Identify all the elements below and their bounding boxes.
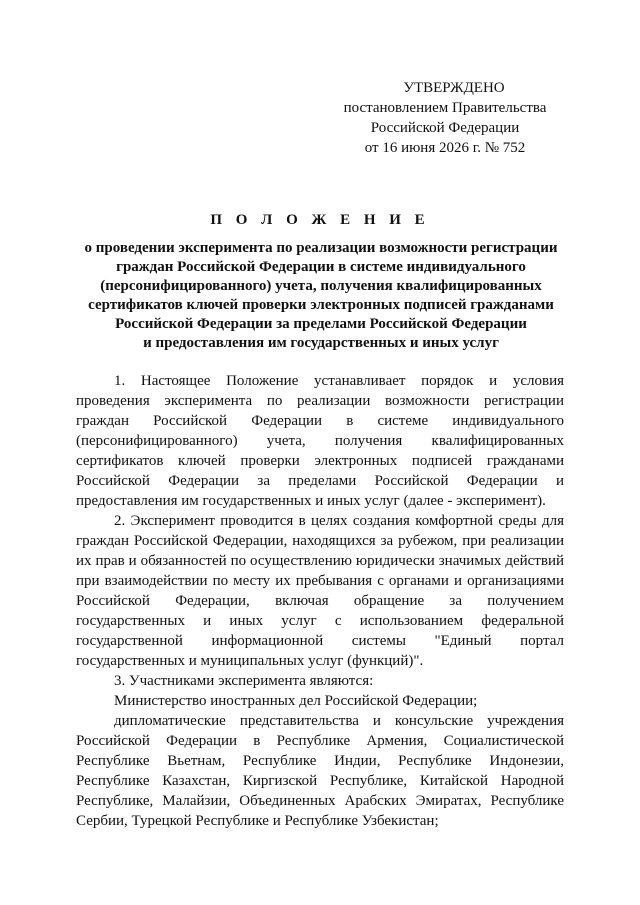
subtitle-line: (персонифицированного) учета, получения квалифицированных [100,278,542,294]
approval-heading: УТВЕРЖДЕНО [403,80,505,96]
subtitle-line: сертификатов ключей проверки электронных подписей гражданами [88,297,554,313]
document-subtitle [78,239,564,353]
subtitle-line: граждан Российской Федерации в системе индивидуального [116,259,526,275]
subtitle-line: и предоставления им государственных и иных услуг [143,335,499,351]
paragraph-4: Министерство иностранных дел Российской Федерации; [114,693,478,709]
document-title: П О Л О Ж Е Н И Е [210,212,430,228]
paragraph-2: 2. Эксперимент проводится в целях создания комфортной среды для граждан Российской Федерации, находящихся за рубежом, при реализации их прав и обязанностей по осуществлению юридически значимых действий при взаимодействии по месту их пребывания с органами и организациями Российской Федерации, включая обращение за получением государственных и иных услуг с использованием федеральной государственной информационной системы "Единый портал государственных и муниципальных услуг (функций)". [76,513,564,669]
paragraph-1: 1. Настоящее Положение устанавливает порядок и условия проведения эксперимента по реализации возможности регистрации граждан Российской Федерации в системе индивидуального (персонифицированного) учета, получения квалифицированных сертификатов ключей проверки электронных подписей гражданами Российской Федерации за пределами Российской Федерации и предоставления им государственных и иных услуг (далее - эксперимент). [76,373,564,509]
subtitle-line: о проведении эксперимента по реализации возможности регистрации [84,240,558,256]
approval-line-3: от 16 июня 2026 г. № 752 [364,140,526,156]
approval-stamp [330,78,560,158]
subtitle-line: Российской Федерации за пределами Российской Федерации [115,316,527,332]
paragraph-3: 3. Участниками эксперимента являются: [114,673,374,689]
document-body [76,371,564,831]
paragraph-5: дипломатические представительства и консульские учреждения Российской Федерации в Республике Армения, Социалистической Республике Вьетнам, Республике Индии, Республике Индонезии, Республике Казахстан, Киргизской Республике, Китайской Народной Республике, Малайзии, Объединенных Арабских Эмиратах, Республике Сербии, Турецкой Республике и Республике Узбекистан; [76,713,564,829]
approval-line-2: Российской Федерации [370,120,520,136]
approval-line-1: постановлением Правительства [343,100,547,116]
